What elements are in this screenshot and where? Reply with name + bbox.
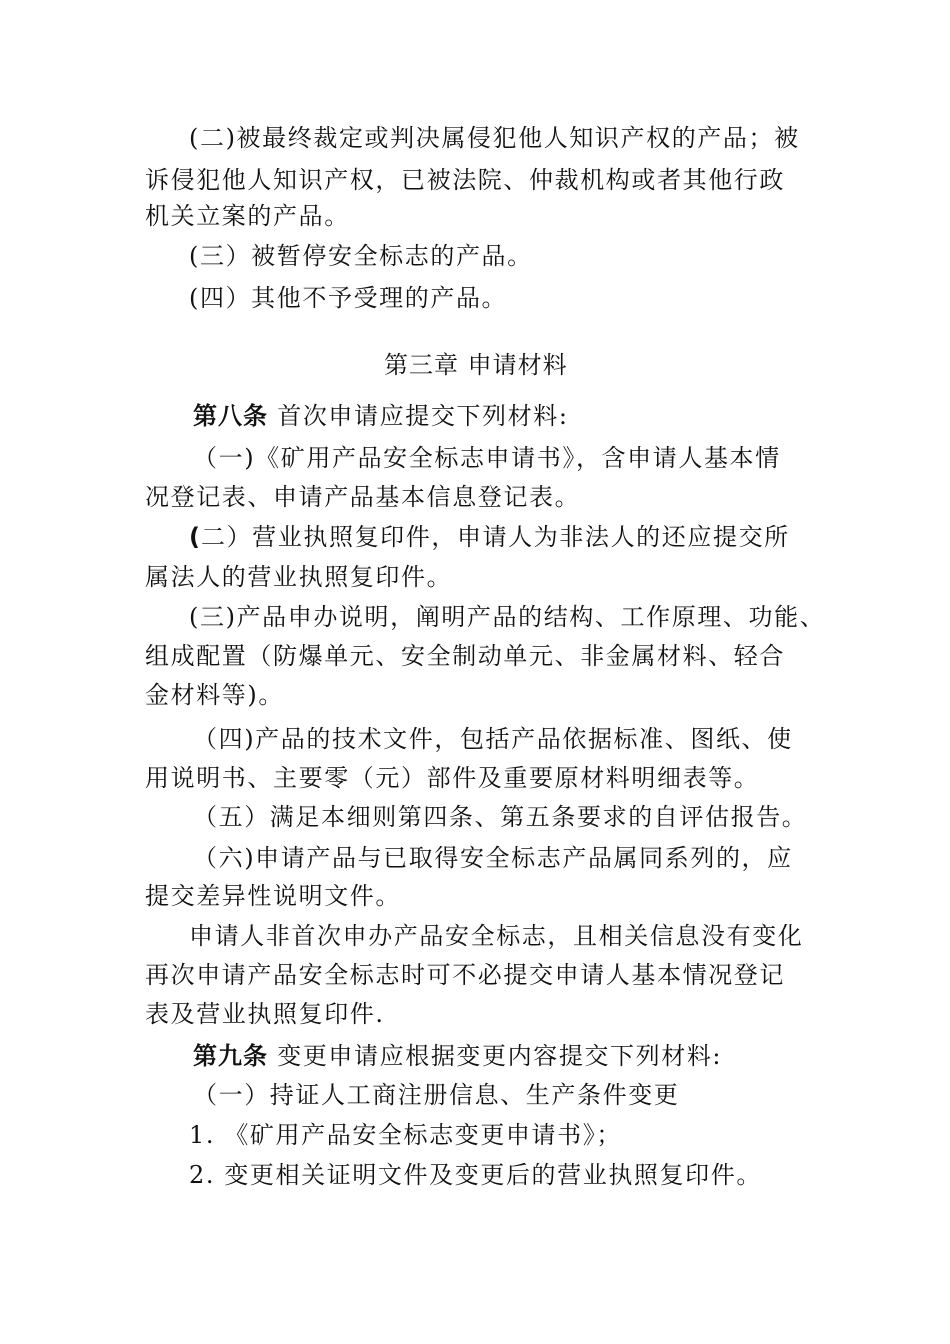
bold-paren: (	[189, 523, 201, 551]
paragraph-line: 再次申请产品安全标志时可不必提交申请人基本情况登记	[145, 961, 785, 989]
paragraph-line: (三)产品申办说明，阐明产品的结构、工作原理、功能、	[189, 603, 826, 631]
paragraph-line: 属法人的营业执照复印件。	[145, 563, 453, 591]
paragraph-line: 诉侵犯他人知识产权，已被法院、仲裁机构或者其他行政	[145, 166, 785, 194]
article-9-line	[193, 1041, 722, 1071]
paragraph-line: 金材料等)。	[145, 681, 284, 709]
paragraph-line: 机关立案的产品。	[145, 202, 350, 230]
paragraph-line: 用说明书、主要零（元）部件及重要原材料明细表等。	[145, 764, 760, 792]
list-item: 1. 《矿用产品安全标志变更申请书》；	[189, 1121, 622, 1149]
paragraph-line	[189, 522, 790, 552]
article-8-label: 第八条	[193, 402, 268, 430]
paragraph-line: 申请人非首次申办产品安全标志，且相关信息没有变化	[189, 922, 804, 950]
chapter-heading: 第三章 申请材料	[384, 351, 568, 379]
paragraph-line: （五）满足本细则第四条、第五条要求的自评估报告。	[193, 803, 808, 831]
article-9-label: 第九条	[193, 1042, 268, 1070]
paragraph-line: 组成配置（防爆单元、安全制动单元、非金属材料、轻合	[145, 642, 785, 670]
paragraph-line: 表及营业执照复印件.	[145, 1000, 385, 1028]
paragraph-line: （六)申请产品与已取得安全标志产品属同系列的，应	[193, 844, 793, 872]
paragraph-line: (二)被最终裁定或判决属侵犯他人知识产权的产品；被	[189, 124, 800, 152]
paragraph-line: （一)《矿用产品安全标志申请书》，含申请人基本情	[193, 444, 781, 472]
paragraph-line: 提交差异性说明文件。	[145, 882, 401, 910]
paragraph-text: 二）营业执照复印件，申请人为非法人的还应提交所	[200, 523, 790, 551]
article-8-text: 首次申请应提交下列材料:	[268, 402, 569, 430]
article-8-line	[193, 401, 569, 431]
paragraph-line: (三）被暂停安全标志的产品。	[189, 242, 533, 270]
paragraph-line: （一）持证人工商注册信息、生产条件变更	[193, 1081, 680, 1109]
article-9-text: 变更申请应根据变更内容提交下列材料:	[268, 1042, 723, 1070]
paragraph-line: (四）其他不予受理的产品。	[189, 284, 508, 312]
paragraph-line: 况登记表、申请产品基本信息登记表。	[145, 483, 581, 511]
paragraph-line: （四)产品的技术文件，包括产品依据标准、图纸、使	[193, 725, 793, 753]
list-item: 2. 变更相关证明文件及变更后的营业执照复印件。	[189, 1161, 762, 1189]
